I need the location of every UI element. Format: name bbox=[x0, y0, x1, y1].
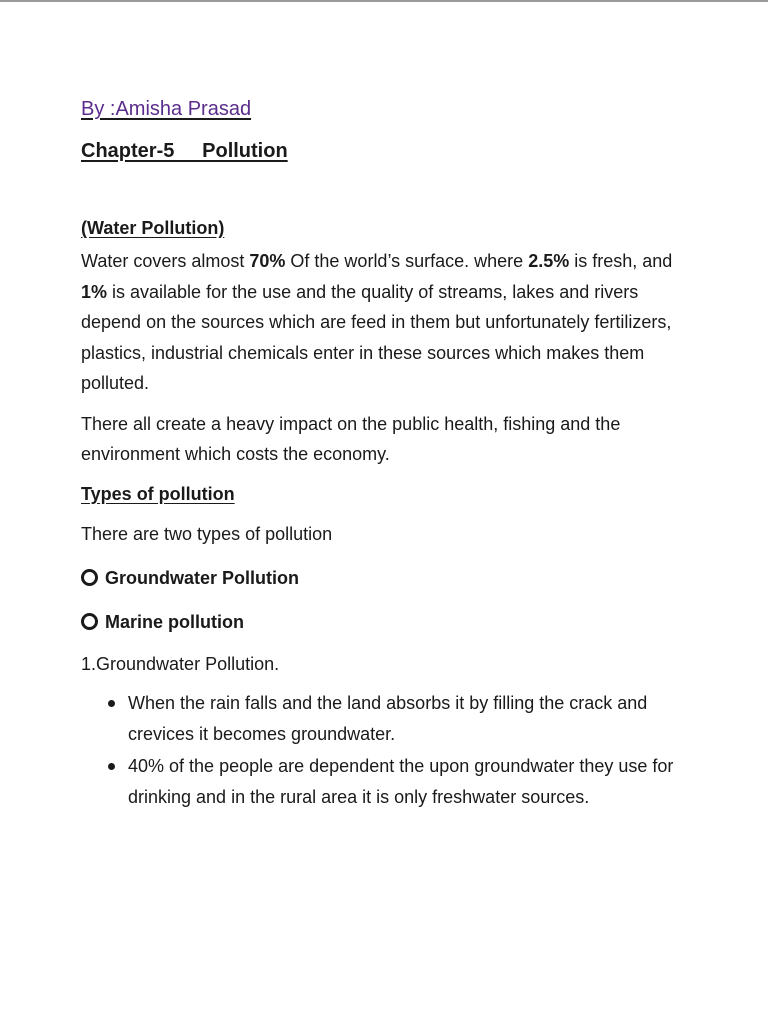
numbered-heading-groundwater: 1.Groundwater Pollution. bbox=[81, 653, 280, 674]
types-intro: There are two types of pollution bbox=[81, 523, 333, 544]
stat-1-percent: 1% bbox=[81, 281, 108, 302]
circle-bullet-icon bbox=[81, 569, 98, 586]
list-item bbox=[105, 688, 701, 751]
paragraph-text-3: is fresh, and bbox=[569, 251, 673, 271]
top-border-line bbox=[0, 0, 768, 2]
chapter-title: Chapter-5 Pollution bbox=[81, 140, 288, 162]
list-item-text: 40% of the people are dependent the upon groundwater they use for drinking and in the rural area it is only freshwater sources. bbox=[128, 755, 674, 807]
paragraph-water-coverage bbox=[81, 246, 701, 399]
paragraph-text-2: Of the world’s surface. where bbox=[285, 251, 529, 271]
list-item bbox=[105, 751, 701, 814]
bullet-dot-icon bbox=[108, 763, 115, 770]
bullet-dot-icon bbox=[108, 700, 115, 707]
stat-70-percent: 70% bbox=[249, 251, 286, 271]
circle-bullet-icon bbox=[81, 613, 98, 630]
type-label: Marine pollution bbox=[105, 611, 244, 632]
bullet-list bbox=[105, 688, 701, 814]
list-item-text: When the rain falls and the land absorbs it by filling the crack and crevices it becomes groundwater. bbox=[128, 692, 648, 744]
types-heading: Types of pollution bbox=[81, 483, 235, 504]
paragraph-text-4: is available for the use and the quality of streams, lakes and rivers depend on the sources which are feed in them but unfortunately fertilizers, plastics, industrial chemicals enter in these sources which makes them polluted. bbox=[81, 281, 672, 393]
stat-2-5-percent: 2.5% bbox=[528, 251, 570, 271]
document-page bbox=[81, 96, 701, 814]
author-line: By :Amisha Prasad bbox=[81, 98, 252, 120]
type-label: Groundwater Pollution bbox=[105, 567, 299, 588]
type-item-groundwater bbox=[81, 566, 701, 590]
section-heading-water-pollution: (Water Pollution) bbox=[81, 218, 225, 238]
paragraph-impact: There all create a heavy impact on the public health, fishing and the environment which costs the economy. bbox=[81, 413, 621, 464]
type-item-marine bbox=[81, 610, 701, 634]
paragraph-text-1: Water covers almost bbox=[81, 251, 250, 271]
